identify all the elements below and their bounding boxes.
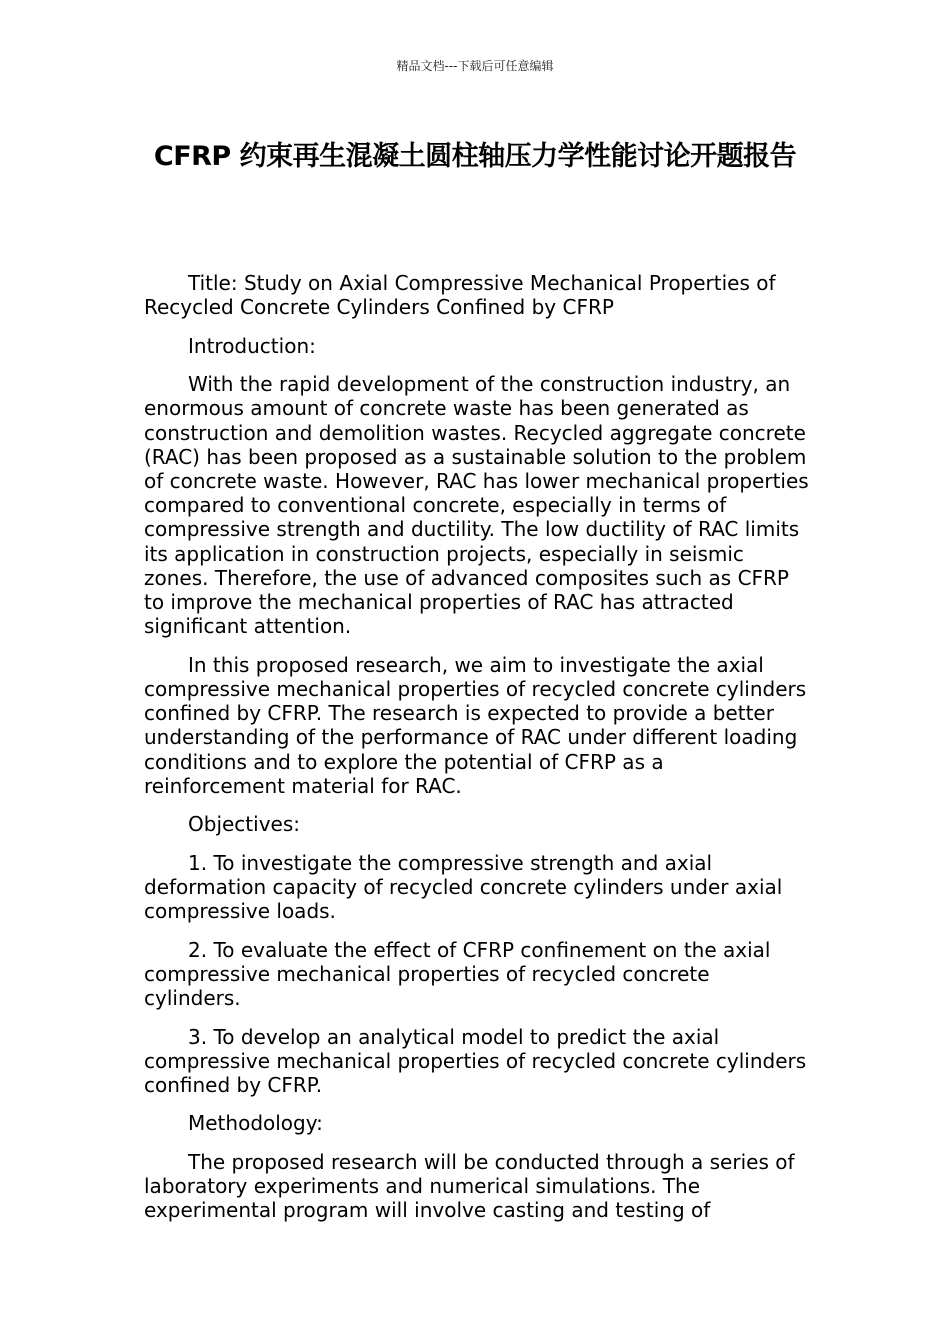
objective-1: 1. To investigate the compressive strength and axial deformation capacity of recycled concrete cylinders under axial compressive loads. bbox=[144, 850, 783, 924]
objective-2: 2. To evaluate the effect of CFRP confinement on the axial compressive mechanical properties of recycled concrete cylinders. bbox=[144, 937, 771, 1011]
document-title: CFRP 约束再生混凝土圆柱轴压力学性能讨论开题报告 bbox=[153, 141, 797, 172]
paragraph-methodology: The proposed research will be conducted through a series of laboratory experiments and numerical simulations. The experimental program will involve casting and testing of bbox=[144, 1149, 795, 1223]
heading-objectives: Objectives: bbox=[188, 812, 300, 837]
objective-3: 3. To develop an analytical model to predict the axial compressive mechanical properties of recycled concrete cylinders confined by CFRP. bbox=[144, 1024, 807, 1097]
header-note: 精品文档---下载后可任意编辑 bbox=[396, 59, 554, 73]
document-body bbox=[144, 271, 809, 1237]
paragraph-title: Title: Study on Axial Compressive Mechanical Properties of Recycled Concrete Cylinders Confined by CFRP bbox=[144, 271, 776, 320]
heading-introduction: Introduction: bbox=[188, 333, 316, 358]
paragraph-research-aim: In this proposed research, we aim to investigate the axial compressive mechanical properties of recycled concrete cylinders confined by CFRP. The research is expected to provide a better understanding of the performance of RAC under different loading conditions and to explore the potential of CFRP as a reinforcement material for RAC. bbox=[144, 652, 807, 798]
paragraph-introduction: With the rapid development of the construction industry, an enormous amount of concrete waste has been generated as construction and demolition wastes. Recycled aggregate concrete (RAC) has been proposed as a sustainable solution to the problem of concrete waste. However, RAC has lower mechanical properties compared to conventional concrete, especially in terms of compressive strength and ductility. The low ductility of RAC limits its application in construction projects, especially in seismic zones. Therefore, the use of advanced composites such as CFRP to improve the mechanical properties of RAC has attracted significant attention. bbox=[144, 372, 809, 639]
heading-methodology: Methodology: bbox=[188, 1111, 323, 1136]
